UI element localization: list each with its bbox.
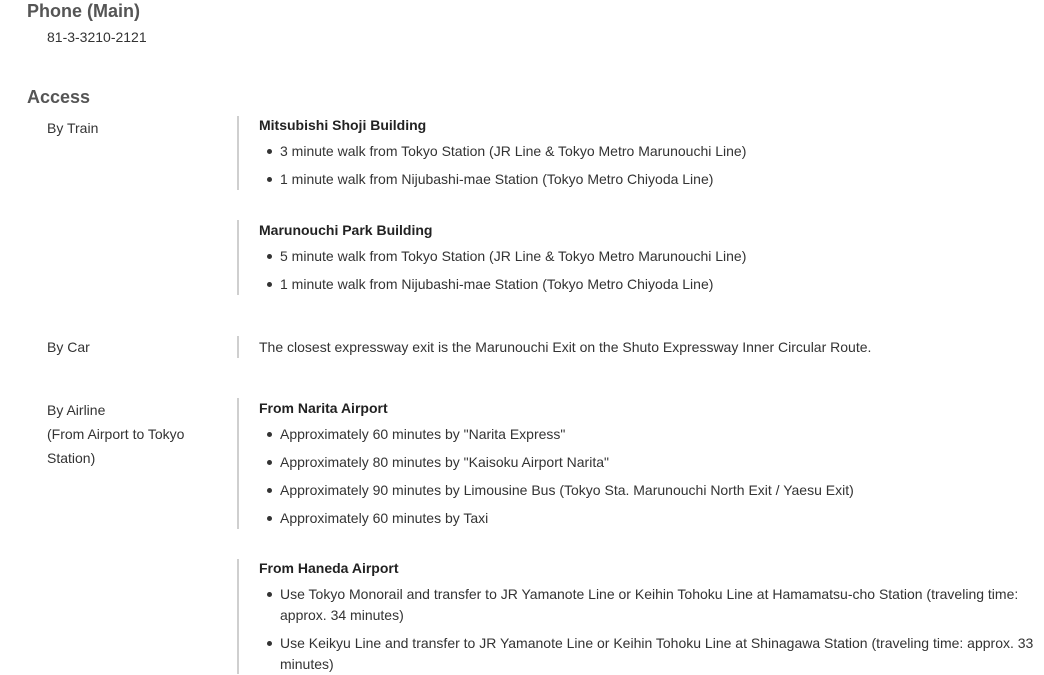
list-item: Use Tokyo Monorail and transfer to JR Yamanote Line or Keihin Tohoku Line at Hamamatsu-cho Station (traveling time: approx. 34 minutes): [259, 584, 1039, 626]
airport-block-narita: [259, 399, 1039, 529]
bullet-icon: [267, 460, 272, 465]
building-route-list: [259, 141, 1039, 190]
by-airline-label-line: Station): [47, 450, 96, 466]
bullet-icon: [267, 516, 272, 521]
by-car-text: The closest expressway exit is the Marunouchi Exit on the Shuto Expressway Inner Circular Route.: [259, 339, 872, 355]
bullet-icon: [267, 432, 272, 437]
bullet-icon: [267, 149, 272, 154]
building-block-mitsubishi-shoji: [259, 116, 1039, 190]
by-airline-label-line: (From Airport to Tokyo: [47, 426, 185, 442]
bullet-icon: [267, 641, 272, 646]
by-airline-label: [47, 398, 184, 470]
list-item: 3 minute walk from Tokyo Station (JR Line & Tokyo Metro Marunouchi Line): [259, 141, 1039, 162]
access-section-title: Access: [27, 87, 91, 107]
bullet-icon: [267, 282, 272, 287]
bullet-icon: [267, 177, 272, 182]
list-item: Approximately 80 minutes by "Kaisoku Airport Narita": [259, 452, 1039, 473]
airport-name: From Haneda Airport: [259, 560, 399, 576]
list-item: Use Keikyu Line and transfer to JR Yamanote Line or Keihin Tohoku Line at Shinagawa Station (traveling time: approx. 33 minutes): [259, 633, 1039, 675]
bullet-icon: [267, 488, 272, 493]
by-car-block: [259, 337, 1039, 357]
divider-bar: [237, 398, 239, 529]
list-item: 1 minute walk from Nijubashi-mae Station (Tokyo Metro Chiyoda Line): [259, 274, 1039, 295]
phone-section-title: Phone (Main): [27, 1, 140, 21]
building-name: Marunouchi Park Building: [259, 222, 433, 238]
divider-bar: [237, 559, 239, 674]
airport-block-haneda: [259, 559, 1039, 675]
bullet-icon: [267, 254, 272, 259]
list-item: 1 minute walk from Nijubashi-mae Station (Tokyo Metro Chiyoda Line): [259, 169, 1039, 190]
list-item: Approximately 90 minutes by Limousine Bus (Tokyo Sta. Marunouchi North Exit / Yaesu Exit): [259, 480, 1039, 501]
airport-route-list: [259, 424, 1039, 529]
bullet-icon: [267, 592, 272, 597]
by-car-label: By Car: [47, 339, 90, 355]
by-train-label: By Train: [47, 120, 99, 136]
building-route-list: [259, 246, 1039, 295]
airport-route-list: [259, 584, 1039, 675]
airport-name: From Narita Airport: [259, 400, 388, 416]
building-block-marunouchi-park: [259, 221, 1039, 295]
by-airline-label-line: By Airline: [47, 402, 106, 418]
phone-number: 81-3-3210-2121: [47, 29, 147, 45]
building-name: Mitsubishi Shoji Building: [259, 117, 427, 133]
list-item: Approximately 60 minutes by "Narita Express": [259, 424, 1039, 445]
divider-bar: [237, 220, 239, 295]
list-item: 5 minute walk from Tokyo Station (JR Line & Tokyo Metro Marunouchi Line): [259, 246, 1039, 267]
divider-bar: [237, 336, 239, 358]
divider-bar: [237, 116, 239, 190]
list-item: Approximately 60 minutes by Taxi: [259, 508, 1039, 529]
